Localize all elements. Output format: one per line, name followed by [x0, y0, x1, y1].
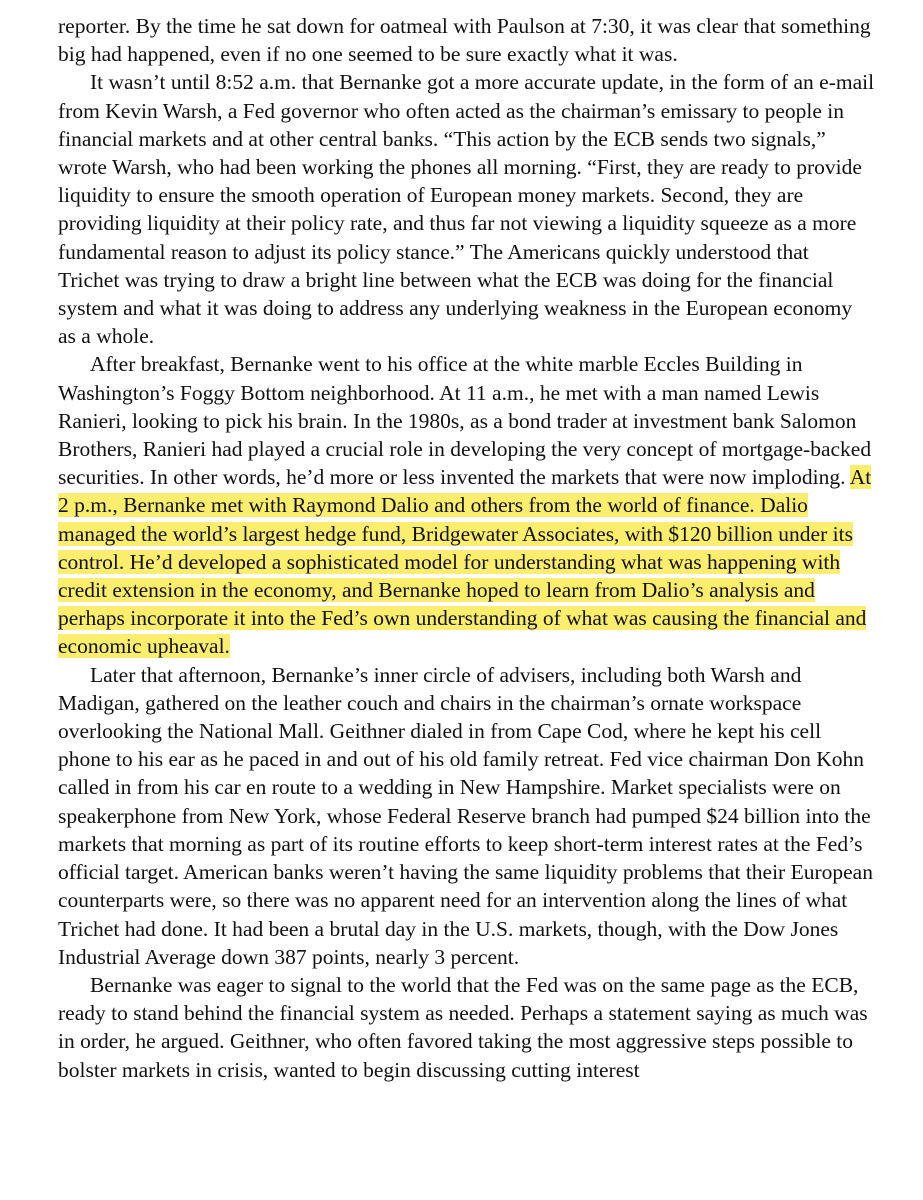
paragraph-after-breakfast — [58, 350, 875, 660]
paragraph-continuation: reporter. By the time he sat down for oatmeal with Paulson at 7:30, it was clear that something big had happened, even if no one seemed to be sure exactly what it was. — [58, 14, 871, 67]
paragraph-warsh-email: It wasn’t until 8:52 a.m. that Bernanke got a more accurate update, in the form of an e-mail from Kevin Warsh, a Fed governor who often acted as the chairman’s emissary to people in financial markets and at other central banks. “This action by the ECB sends two signals,” wrote Warsh, who had been working the phones all morning. “First, they are ready to provide liquidity to ensure the smooth operation of European money markets. Second, they are providing liquidity at their policy rate, and thus far not viewing a liquidity squeeze as a more fundamental reason to adjust its policy stance.” The Americans quickly understood that Trichet was trying to draw a bright line between what the ECB was doing for the financial system and what it was doing to address any underlying weakness in the European economy as a whole. — [58, 70, 875, 349]
paragraph-signal-to-world: Bernanke was eager to signal to the world that the Fed was on the same page as the ECB, ready to stand behind the financial system as needed. Perhaps a statement saying as much was in order, he argued. Geithner, who often favored taking the most aggressive steps possible to bolster markets in crisis, wanted to begin discussing cutting interest — [58, 972, 868, 1082]
paragraph-later-afternoon: Later that afternoon, Bernanke’s inner circle of advisers, including both Warsh and Madigan, gathered on the leather couch and chairs in the chairman’s ornate workspace overlooking the National Mall. Geithner dialed in from Cape Cod, where he kept his cell phone to his ear as he paced in and out of his old family retreat. Fed vice chairman Don Kohn called in from his car en route to a wedding in New Hampshire. Market specialists were on speakerphone from New York, whose Federal Reserve branch had pumped $24 billion into the markets that morning as part of its routine efforts to keep short-term interest rates at the Fed’s official target. American banks weren’t having the same liquidity problems that their European counterparts were, so there was no apparent need for an intervention along the lines of what Trichet had done. It had been a brutal day in the U.S. markets, though, with the Dow Jones Industrial Average down 387 points, nearly 3 percent. — [58, 662, 873, 969]
paragraph-text-before-highlight: After breakfast, Bernanke went to his office at the white marble Eccles Building in Washington’s Foggy Bottom neighborhood. At 11 a.m., he met with a man named Lewis Ranieri, looking to pick his brain. In the 1980s, as a bond trader at investment bank Salomon Brothers, Ranieri had played a crucial role in developing the very concept of mortgage-backed securities. In other words, he’d more or less invented the markets that were now imploding. — [58, 352, 872, 490]
highlighted-passage: At 2 p.m., Bernanke met with Raymond Dalio and others from the world of finance. Dalio managed the world’s largest hedge fund, Bridgewater Associates, with $120 billion under its control. He’d developed a sophisticated model for understanding what was happening with credit extension in the economy, and Bernanke hoped to learn from Dalio’s analysis and perhaps incorporate it into the Fed’s own understanding of what was causing the financial and economic upheaval. — [58, 465, 872, 659]
